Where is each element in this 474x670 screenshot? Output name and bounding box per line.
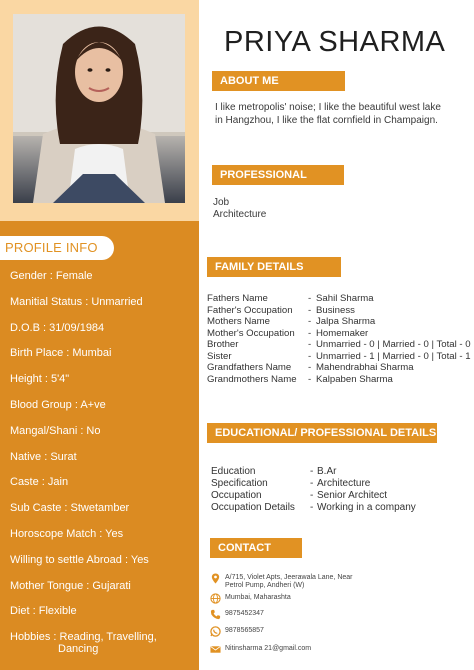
profile-info-text: Mangal/Shani : No <box>10 424 101 437</box>
profile-info-text: Height : 5'4" <box>10 373 70 386</box>
whatsapp-text: 9878565857 <box>225 627 264 634</box>
address-line: A/715, Violet Apts, Jeerawala Lane, Near <box>225 574 353 581</box>
education-detail-label: Occupation <box>211 490 262 501</box>
family-detail-label: Brother <box>207 339 239 350</box>
education-detail-label: Education <box>211 466 256 477</box>
family-detail-value: Unmarried - 1 | Married - 0 | Total - 1 <box>316 350 471 362</box>
family-detail-row <box>207 305 472 317</box>
profile-info-text: Hobbies : Reading, Travelling, <box>10 631 157 644</box>
family-detail-row <box>207 374 472 386</box>
profile-info-item <box>10 270 93 282</box>
family-detail-separator: - <box>308 304 312 316</box>
family-detail-label: Father's Occupation <box>207 304 293 316</box>
family-detail-value: Kalpaben Sharma <box>316 373 393 385</box>
education-detail-row <box>211 490 466 502</box>
city-text: Mumbai, Maharashta <box>225 594 291 601</box>
profile-info-text: Manitial Status : Unmarried <box>10 295 143 308</box>
family-detail-separator: - <box>308 350 312 362</box>
profile-info-item <box>10 296 143 308</box>
profile-photo <box>13 14 185 203</box>
profile-info-item <box>10 425 101 437</box>
family-detail-separator: - <box>308 339 312 350</box>
education-detail-label: Occupation Details <box>211 502 295 513</box>
whatsapp-icon <box>210 626 221 637</box>
education-detail-row <box>211 502 466 514</box>
candidate-name: PRIYA SHARMA <box>224 26 446 58</box>
profile-info-text: Native : Surat <box>10 450 77 463</box>
education-detail-separator: - <box>310 490 314 501</box>
profile-info-item <box>10 373 69 385</box>
phone-icon <box>210 609 221 620</box>
professional-header: PROFESSIONAL <box>212 165 344 185</box>
profile-info-item <box>10 322 104 334</box>
profile-info-item <box>10 528 123 540</box>
family-detail-value: Sahil Sharma <box>316 293 374 304</box>
profile-info-header <box>0 236 114 260</box>
family-detail-separator: - <box>308 293 312 304</box>
family-details-header: FAMILY DETAILS <box>207 257 341 277</box>
globe-icon <box>210 593 221 604</box>
email-icon <box>210 644 221 655</box>
profile-info-text-continued: Dancing <box>58 643 99 656</box>
profile-info-text: Gender : Female <box>10 270 93 282</box>
sidebar <box>0 0 199 670</box>
profile-info-item <box>10 347 111 359</box>
family-detail-row <box>207 328 472 340</box>
profile-info-text: Willing to settle Abroad : Yes <box>10 553 149 566</box>
family-detail-separator: - <box>308 316 312 327</box>
family-detail-label: Fathers Name <box>207 293 268 304</box>
family-detail-row <box>207 351 472 363</box>
profile-info-text: Caste : Jain <box>10 476 69 489</box>
family-detail-row <box>207 339 472 351</box>
profile-info-item <box>10 631 157 655</box>
profile-info-item <box>10 476 68 488</box>
family-detail-value: Homemaker <box>316 327 369 339</box>
family-detail-row <box>207 293 472 305</box>
family-detail-label: Grandmothers Name <box>207 373 297 385</box>
about-me-header: ABOUT ME <box>212 71 345 91</box>
family-detail-value: Jalpa Sharma <box>316 316 376 327</box>
professional-job-value: Architecture <box>213 209 267 220</box>
education-detail-value: B.Ar <box>317 466 337 477</box>
family-detail-label: Grandfathers Name <box>207 362 292 373</box>
profile-info-text: Mother Tongue : Gujarati <box>10 579 131 592</box>
profile-info-text: Diet : Flexible <box>10 605 77 618</box>
profile-info-item <box>10 605 77 617</box>
family-detail-label: Mother's Occupation <box>207 327 295 339</box>
about-me-line: I like metropolis' noise; I like the beautiful west lake <box>215 102 441 113</box>
family-detail-label: Sister <box>207 350 232 362</box>
family-detail-separator: - <box>308 327 312 339</box>
profile-info-item <box>10 554 149 566</box>
location-pin-icon <box>210 573 221 584</box>
address-line: Petrol Pump, Andheri (W) <box>225 582 305 589</box>
profile-info-item <box>10 451 77 463</box>
profile-info-item <box>10 580 131 592</box>
family-detail-value: Unmarried - 0 | Married - 0 | Total - 0 <box>316 339 471 350</box>
phone-text: 9875452347 <box>225 610 264 617</box>
education-detail-separator: - <box>310 466 314 477</box>
education-detail-label: Specification <box>211 478 268 489</box>
education-details-header: EDUCATIONAL/ PROFESSIONAL DETAILS <box>207 423 437 443</box>
family-detail-row <box>207 362 472 374</box>
family-detail-value: Business <box>316 304 355 316</box>
education-detail-value: Architecture <box>317 478 371 489</box>
email-text: Nitinsharma 21@gmail.com <box>225 645 312 652</box>
family-detail-value: Mahendrabhai Sharma <box>316 362 414 373</box>
profile-info-item <box>10 502 129 514</box>
profile-photo-illustration <box>13 14 185 203</box>
education-detail-row <box>211 478 466 490</box>
education-detail-separator: - <box>310 502 314 513</box>
family-detail-separator: - <box>308 362 312 373</box>
contact-header: CONTACT <box>210 538 302 558</box>
profile-info-title: PROFILE INFO <box>5 240 98 255</box>
education-detail-value: Working in a company <box>317 502 416 513</box>
about-me-text <box>215 101 470 127</box>
profile-info-text: Blood Group : A+ve <box>10 399 106 411</box>
profile-info-text: D.O.B : 31/09/1984 <box>10 321 105 334</box>
profile-info-panel <box>0 221 199 670</box>
professional-job-label: Job <box>213 197 230 208</box>
education-detail-separator: - <box>310 478 314 489</box>
profile-info-item <box>10 399 106 411</box>
profile-info-text: Horoscope Match : Yes <box>10 528 124 540</box>
family-detail-separator: - <box>308 373 312 385</box>
education-detail-value: Senior Architect <box>317 490 388 501</box>
education-detail-row <box>211 466 466 478</box>
about-me-line: in Hangzhou, I like the flat cornfield in Champaign. <box>215 115 438 126</box>
family-detail-row <box>207 316 472 328</box>
family-detail-label: Mothers Name <box>207 316 270 327</box>
profile-info-text: Birth Place : Mumbai <box>10 347 112 360</box>
profile-info-text: Sub Caste : Stwetamber <box>10 502 130 515</box>
